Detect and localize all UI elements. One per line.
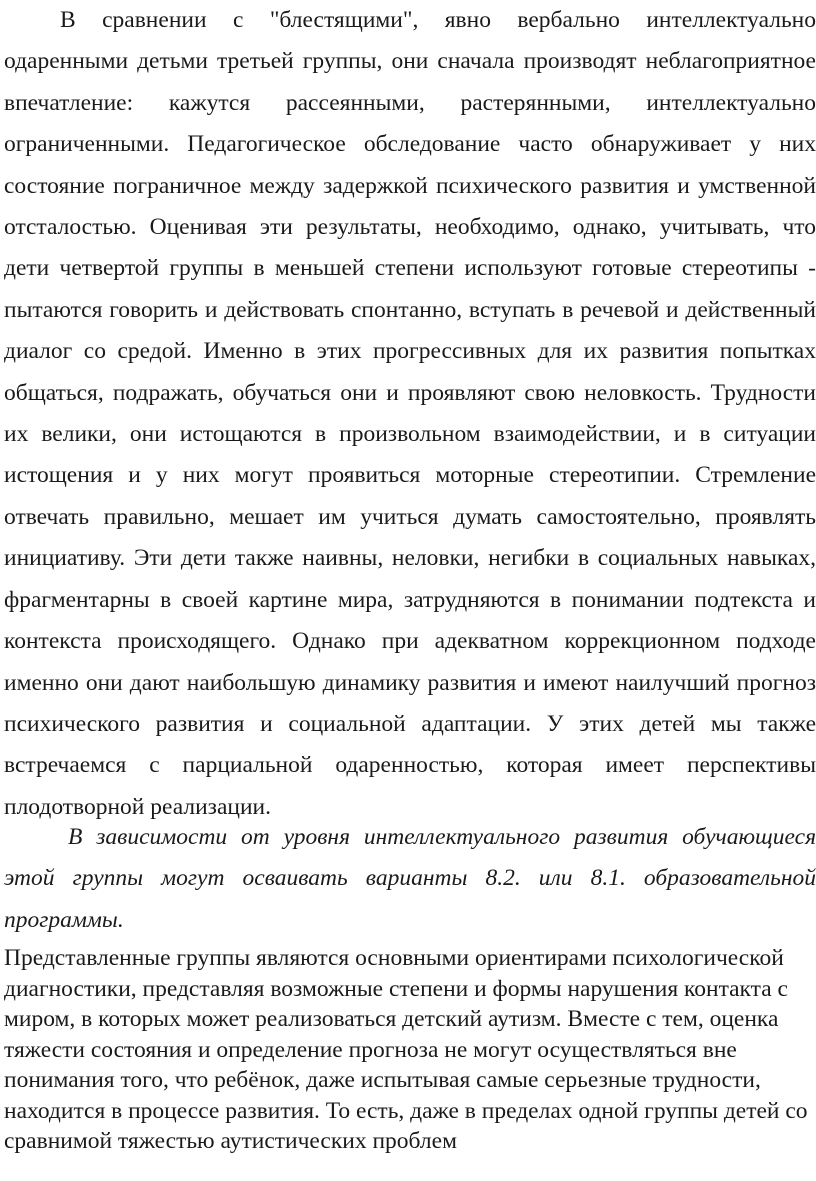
paragraph-group-four-description: В сравнении с "блестящими", явно вербально интеллектуально одаренными детьми третьей группы, они сначала производят неблагоприятное впечатление: кажутся рассеянными, растерянными, интеллектуально ограниченными. Педагогическое обследование часто обнаруживает у них состояние пограничное между задержкой психического развития и умственной отсталостью. Оценивая эти результаты, необходимо, однако, учитывать, что дети четвертой группы в меньшей степени используют готовые стереотипы - пытаются говорить и действовать спонтанно, вступать в речевой и действенный диалог со средой. Именно в этих прогрессивных для их развития попытках общаться, подражать, обучаться они и проявляют свою неловкость. Трудности их велики, они истощаются в произвольном взаимодействии, и в ситуации истощения и у них могут проявиться моторные стереотипии. Стремление отвечать правильно, мешает им учиться думать самостоятельно, проявлять инициативу. Эти дети также наивны, неловки, негибки в социальных навыках, фрагментарны в своей картине мира, затрудняются в понимании подтекста и контекста происходящего. Однако при адекватном коррекционном подходе именно они дают наибольшую динамику развития и имеют наилучший прогноз психического развития и социальной адаптации. У этих детей мы также встречаемся с парциальной одаренностью, которая имеет перспективы плодотворной реализации.	[4, 7, 816, 820]
paragraph-education-program-variants: В зависимости от уровня интеллектуального развития обучающиеся этой группы могут осваивать варианты 8.2. или 8.1. образовательной программы.	[4, 824, 816, 933]
paragraph-diagnostic-groups-summary: Представленные группы являются основными ориентирами психологической диагностики, представляя возможные степени и формы нарушения контакта с миром, в которых может реализоваться детский аутизм. Вместе с тем, оценка тяжести состояния и определение прогноза не могут осуществляться вне понимания того, что ребёнок, даже испытывая самые серьезные трудности, находится в процессе развития. То есть, даже в пределах одной группы детей со сравнимой тяжестью аутистических проблем	[4, 945, 808, 1154]
